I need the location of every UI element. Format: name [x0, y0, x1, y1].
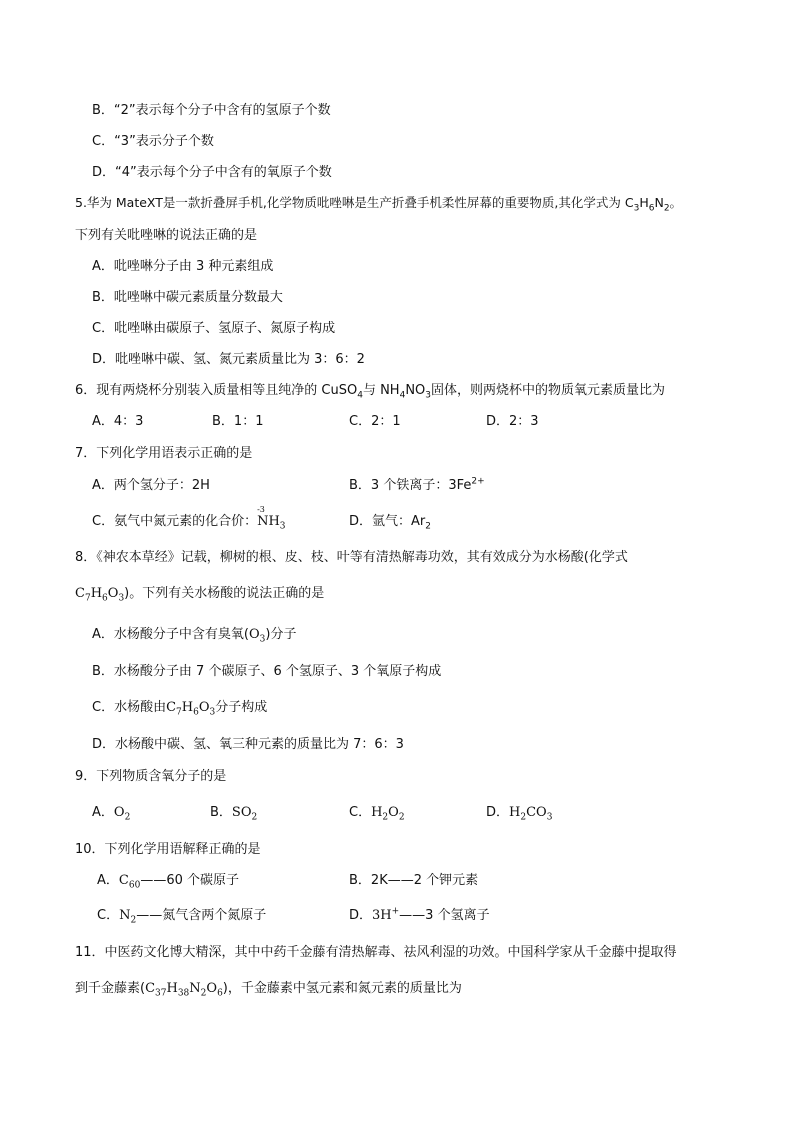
q8-option-d: D．水杨酸中碳、氢、氧三种元素的质量比为 7：6：3: [92, 737, 404, 752]
q7-option-a: A．两个氢分子：2H: [92, 478, 210, 493]
q10-option-d: D．3H+——3 个氢离子: [349, 906, 490, 923]
q6-option-a: A．4：3: [92, 414, 144, 429]
q8-option-a: A．水杨酸分子中含有臭氧$(O_3)$分子: [92, 627, 297, 645]
q7-option-d: D．氩气：$Ar_2$: [349, 514, 431, 532]
q4-option-d: D．“4”表示每个分子中含有的氧原子个数: [92, 165, 332, 180]
q10-option-b: B．2K——2 个钾元素: [349, 873, 479, 888]
q5-stem-text: 5.华为 MateXT是一款折叠屏手机,化学物质吡唑啉是生产折叠手机柔性屏幕的重要物质,其化学式为 C: [75, 195, 634, 210]
q9-option-d: D．$H_2CO_3$: [486, 805, 553, 823]
q9-option-a: A．$O_2$: [92, 805, 131, 823]
q7-option-b: B．3 个铁离子：$3Fe^{2+}$: [349, 476, 485, 493]
q5-option-a: A．吡唑啉分子由 3 种元素组成: [92, 259, 274, 274]
q8-option-c: C．水杨酸由$C_7H_6O_3$分子构成: [92, 700, 268, 718]
q10-option-c: C．$N_2——$氮气含两个氮原子: [97, 908, 267, 926]
valence-formula: -3 N: [257, 505, 269, 529]
q11-stem-line2: 到千金藤素$(C_{37}H_{38}N_2O_6)$，千金藤素中氢元素和氮元素的质量比为: [75, 981, 462, 999]
q7-stem: 7．下列化学用语表示正确的是: [75, 446, 253, 461]
q9-stem: 9．下列物质含氧分子的是: [75, 769, 227, 784]
q4-option-c: C．“3”表示分子个数: [92, 134, 214, 149]
q6-option-c: C．2：1: [349, 414, 401, 429]
q9-option-c: C．$H_2O_2$: [349, 805, 405, 823]
q6-option-d: D．2：3: [486, 414, 539, 429]
q5-option-d: D．吡唑啉中碳、氢、氮元素质量比为 3：6：2: [92, 352, 365, 367]
q10-option-a: A．$C_{60}——60$ 个碳原子: [97, 873, 239, 891]
q8-option-b: B．水杨酸分子由 7 个碳原子、6 个氢原子、3 个氧原子构成: [92, 664, 442, 679]
q4-option-b: B．“2”表示每个分子中含有的氢原子个数: [92, 103, 331, 118]
q6-option-b: B．1：1: [212, 414, 264, 429]
q9-option-b: B．$SO_2$: [210, 805, 258, 823]
q8-stem-line1: 8．《神农本草经》记载，柳树的根、皮、枝、叶等有清热解毒功效，其有效成分为水杨酸(化学式: [75, 550, 628, 565]
q11-stem-line1: 11．中医药文化博大精深，其中中药千金藤有清热解毒、祛风利湿的功效。中国科学家从千金藤中提取得: [75, 945, 677, 960]
q5-option-b: B．吡唑啉中碳元素质量分数最大: [92, 290, 283, 305]
q6-stem: 6．现有两烧杯分别装入质量相等且纯净的 CuSO$_4$与 $NH_4NO_3$固体，则两烧杯中的物质氧元素质量比为: [75, 383, 666, 401]
q7-option-c: C．氨气中氮元素的化合价： -3 $NH_3$: [92, 505, 286, 532]
q5-stem-line1: 5.华为 MateXT是一款折叠屏手机,化学物质吡唑啉是生产折叠手机柔性屏幕的重要物质,其化学式为 $C_3H_6N_2$。: [75, 195, 683, 214]
q10-stem: 10．下列化学用语解释正确的是: [75, 842, 261, 857]
q5-option-c: C．吡唑啉由碳原子、氢原子、氮原子构成: [92, 321, 336, 336]
q5-stem-line2: 下列有关吡唑啉的说法正确的是: [75, 228, 258, 243]
q8-stem-line2: $C_7H_6O_3$)。下列有关水杨酸的说法正确的是: [75, 586, 325, 604]
